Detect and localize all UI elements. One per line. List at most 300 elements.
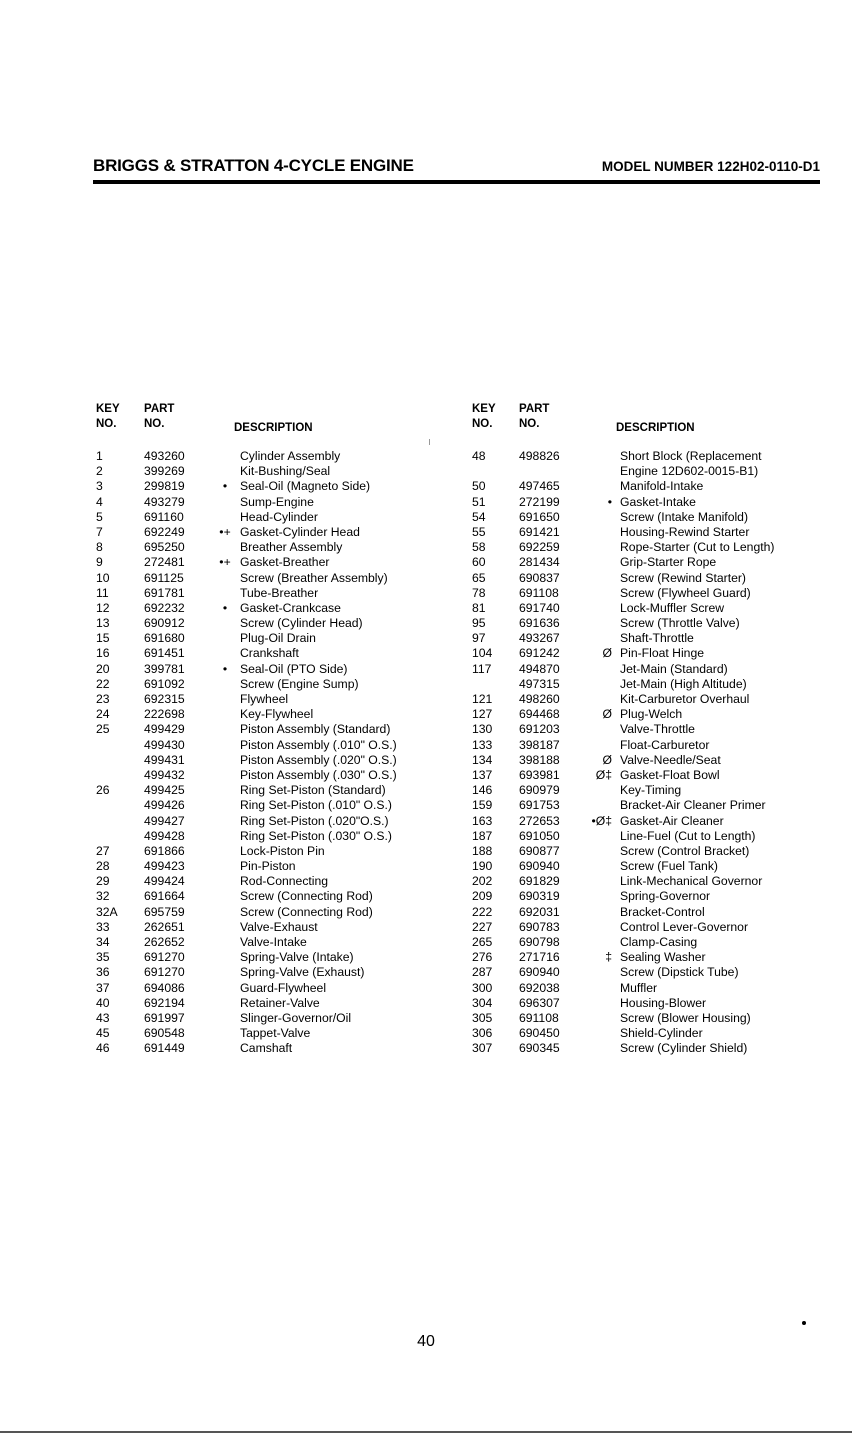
part-no: 690979 (519, 783, 560, 798)
footnote-mark: • (607, 494, 612, 509)
part-no: 299819 (144, 479, 185, 494)
table-row (470, 525, 845, 540)
key-no: 121 (472, 692, 493, 706)
part-no: 695250 (144, 540, 185, 555)
part-description: Link-Mechanical Governor (620, 874, 763, 889)
key-no: 127 (472, 707, 493, 722)
part-description: Screw (Rewind Starter) (620, 570, 746, 585)
footnote-mark: • (222, 661, 228, 676)
footnote-mark: Ø (602, 752, 612, 767)
table-row (96, 996, 456, 1011)
footnote-mark: •+ (219, 555, 231, 570)
part-no: 690548 (144, 1026, 185, 1041)
header-rule (93, 180, 820, 184)
key-no: 4 (96, 494, 103, 509)
key-no: 276 (472, 950, 493, 965)
part-description: Screw (Throttle Valve) (620, 616, 740, 631)
part-no: 691449 (144, 1041, 185, 1056)
part-description: Ring Set-Piston (.020"O.S.) (240, 813, 389, 828)
part-description: Guard-Flywheel (240, 980, 327, 995)
page-number: 40 (417, 1333, 435, 1350)
table-row (96, 935, 456, 950)
part-no: 272199 (519, 494, 560, 509)
part-description: Key-Timing (620, 783, 682, 798)
part-description: Flywheel (240, 692, 289, 706)
table-row (96, 1011, 456, 1026)
table-row (470, 829, 845, 844)
part-description: Gasket-Crankcase (240, 600, 341, 615)
part-no: 691203 (519, 722, 560, 737)
table-row (470, 601, 845, 616)
table-row (96, 601, 456, 616)
table-row (470, 768, 845, 783)
key-no: 48 (472, 449, 486, 463)
part-description: Screw (Dipstick Tube) (620, 965, 739, 980)
part-description: Screw (Connecting Rod) (240, 889, 373, 904)
table-row (96, 464, 456, 479)
table-row (96, 889, 456, 904)
part-description: Rope-Starter (Cut to Length) (620, 540, 775, 555)
key-no: 304 (472, 995, 493, 1010)
part-description: Grip-Starter Rope (620, 555, 717, 570)
part-no: 690940 (519, 965, 560, 980)
key-no: 12 (96, 600, 110, 615)
part-description: Screw (Intake Manifold) (620, 509, 749, 524)
key-no: 97 (472, 631, 486, 646)
table-row (470, 1026, 845, 1041)
part-no: 691781 (144, 585, 185, 600)
table-row (96, 814, 456, 829)
part-no: 493267 (519, 631, 560, 646)
part-no: 691125 (144, 570, 184, 585)
part-no: 497465 (519, 479, 560, 494)
part-description: Screw (Fuel Tank) (620, 859, 718, 874)
part-no: 499426 (144, 798, 185, 813)
key-no: 287 (472, 965, 493, 980)
part-description: Breather Assembly (240, 540, 343, 555)
part-no: 695759 (144, 904, 185, 919)
key-no: 45 (96, 1026, 110, 1041)
part-no: 498260 (519, 692, 560, 706)
key-no: 5 (96, 509, 103, 524)
table-row (470, 1041, 845, 1056)
key-no: 32 (96, 889, 110, 904)
footnote-mark: ‡ (605, 950, 612, 965)
parts-list-left (96, 449, 456, 1057)
key-no: 29 (96, 874, 110, 889)
part-description: Camshaft (240, 1041, 293, 1056)
table-row (470, 692, 845, 707)
part-description: Spring-Valve (Intake) (240, 950, 354, 965)
part-description: Retainer-Valve (240, 995, 320, 1010)
key-no: 307 (472, 1041, 493, 1056)
key-no: 65 (472, 570, 486, 585)
part-no: 499430 (144, 737, 185, 752)
table-row (96, 874, 456, 889)
part-description: Tube-Breather (240, 585, 319, 600)
key-no: 306 (472, 1026, 493, 1041)
table-row (470, 783, 845, 798)
part-no: 692194 (144, 995, 185, 1010)
part-description: Pin-Float Hinge (620, 646, 704, 661)
table-row (470, 935, 845, 950)
part-no: 692031 (519, 904, 560, 919)
part-description: Key-Flywheel (240, 707, 314, 722)
part-no: 691270 (144, 950, 185, 965)
table-row (470, 844, 845, 859)
footnote-mark: •Ø‡ (591, 813, 612, 828)
table-row (96, 965, 456, 980)
key-no: 133 (472, 737, 493, 752)
key-no: 9 (96, 555, 103, 570)
key-no: 104 (472, 646, 493, 661)
table-row (470, 905, 845, 920)
part-no: 690837 (519, 570, 560, 585)
table-row (96, 692, 456, 707)
part-no: 691664 (144, 889, 185, 904)
part-no: 262651 (144, 919, 185, 934)
part-description: Gasket-Cylinder Head (240, 524, 360, 539)
part-no: 499424 (144, 874, 185, 889)
parts-table-right (470, 402, 845, 1056)
key-no: 78 (472, 585, 486, 600)
part-description: Screw (Connecting Rod) (240, 904, 373, 919)
part-no: 691160 (144, 509, 184, 524)
part-description: Slinger-Governor/Oil (240, 1010, 352, 1025)
table-row (470, 631, 845, 646)
table-row (470, 646, 845, 661)
key-header-line2: NO. (472, 418, 493, 430)
part-no: 691753 (519, 798, 560, 813)
key-header-line1: KEY (472, 403, 496, 415)
part-description: Plug-Welch (620, 707, 683, 722)
key-no: 51 (472, 494, 486, 509)
part-description: Valve-Exhaust (240, 919, 318, 934)
table-row (470, 616, 845, 631)
part-no: 691451 (144, 646, 185, 661)
part-header-line1: PART (519, 403, 550, 415)
part-description: Short Block (Replacement (620, 449, 762, 463)
part-description: Valve-Needle/Seat (620, 752, 721, 767)
part-no: 272481 (144, 555, 185, 570)
table-row (96, 495, 456, 510)
part-no: 691997 (144, 1010, 185, 1025)
table-row (470, 707, 845, 722)
parts-table-left (96, 402, 456, 1056)
part-description: Control Lever-Governor (620, 919, 749, 934)
part-no: 694468 (519, 707, 560, 722)
part-no: 690345 (519, 1041, 560, 1056)
part-no: 692038 (519, 980, 560, 995)
key-no: 227 (472, 919, 493, 934)
key-no: 163 (472, 813, 493, 828)
part-description: Housing-Rewind Starter (620, 524, 750, 539)
table-row (96, 449, 456, 464)
part-no: 499423 (144, 859, 185, 874)
key-no: 81 (472, 600, 486, 615)
table-row (96, 540, 456, 555)
part-no: 498826 (519, 449, 560, 463)
part-description: Plug-Oil Drain (240, 631, 316, 646)
key-no: 37 (96, 980, 110, 995)
table-row (96, 905, 456, 920)
part-description: Jet-Main (High Altitude) (620, 676, 747, 691)
part-no: 693981 (519, 767, 560, 782)
part-no: 691242 (519, 646, 560, 661)
key-no: 265 (472, 935, 493, 949)
key-header-line2: NO. (96, 418, 117, 430)
key-no: 28 (96, 859, 110, 874)
footnote-mark: Ø (602, 646, 612, 661)
part-no: 497315 (519, 676, 560, 691)
part-no: 690450 (519, 1026, 560, 1041)
table-row (470, 722, 845, 737)
key-header-line1: KEY (96, 403, 120, 415)
part-no: 499429 (144, 722, 185, 737)
part-description: Sump-Engine (240, 494, 314, 509)
part-no: 691866 (144, 843, 185, 858)
table-row (96, 662, 456, 677)
table-row (470, 449, 845, 464)
key-no: 95 (472, 616, 486, 631)
part-no: 494870 (519, 661, 560, 676)
part-description: Screw (Breather Assembly) (240, 570, 388, 585)
part-description: Spring-Governor (620, 889, 711, 904)
footnote-mark: • (222, 600, 228, 615)
table-row (96, 829, 456, 844)
part-description: Line-Fuel (Cut to Length) (620, 828, 756, 843)
table-row (470, 814, 845, 829)
key-no: 27 (96, 843, 110, 858)
table-row (470, 950, 845, 965)
description-header: DESCRIPTION (616, 422, 695, 434)
table-row (96, 981, 456, 996)
part-no: 690940 (519, 859, 560, 874)
table-row (470, 753, 845, 768)
table-row (470, 555, 845, 570)
part-description: Gasket-Float Bowl (620, 767, 720, 782)
table-row (96, 1026, 456, 1041)
part-no: 690877 (519, 843, 560, 858)
part-description: Clamp-Casing (620, 935, 698, 949)
part-description: Screw (Cylinder Head) (240, 616, 363, 631)
part-description: Piston Assembly (.030" O.S.) (240, 767, 397, 782)
key-no: 137 (472, 767, 493, 782)
table-row (96, 555, 456, 570)
footnote-mark: •+ (219, 524, 231, 539)
table-row (96, 616, 456, 631)
part-no: 271716 (519, 950, 560, 965)
part-no: 222698 (144, 707, 185, 722)
part-no: 499428 (144, 828, 185, 843)
key-no: 8 (96, 540, 103, 555)
part-description: Tappet-Valve (240, 1026, 311, 1041)
table-row (470, 540, 845, 555)
key-no: 55 (472, 524, 486, 539)
key-no: 300 (472, 980, 493, 995)
table-row (470, 996, 845, 1011)
part-description: Seal-Oil (PTO Side) (240, 661, 348, 676)
part-no: 696307 (519, 995, 560, 1010)
part-no: 690783 (519, 919, 560, 934)
key-no: 130 (472, 722, 493, 737)
part-no: 694086 (144, 980, 185, 995)
part-no: 499427 (144, 813, 185, 828)
part-description: Valve-Intake (240, 935, 307, 949)
part-no: 690798 (519, 935, 560, 949)
key-no: 146 (472, 783, 493, 798)
part-no: 691650 (519, 509, 560, 524)
key-no: 36 (96, 965, 110, 980)
part-description: Gasket-Air Cleaner (620, 813, 724, 828)
part-description: Screw (Blower Housing) (620, 1010, 751, 1025)
part-header-line1: PART (144, 403, 175, 415)
key-no: 134 (472, 752, 493, 767)
stray-mark (802, 1321, 806, 1325)
key-no: 24 (96, 707, 110, 722)
table-row (470, 874, 845, 889)
part-no: 399781 (144, 661, 185, 676)
page-title: BRIGGS & STRATTON 4-CYCLE ENGINE (93, 156, 414, 175)
table-row (96, 738, 456, 753)
key-no: 13 (96, 616, 110, 631)
part-no: 692259 (519, 540, 560, 555)
table-row (470, 738, 845, 753)
key-no: 190 (472, 859, 493, 874)
key-no: 40 (96, 995, 110, 1010)
key-no: 43 (96, 1010, 110, 1025)
part-description: Screw (Control Bracket) (620, 843, 750, 858)
part-description: Piston Assembly (.010" O.S.) (240, 737, 397, 752)
key-no: 25 (96, 722, 110, 737)
part-no: 398187 (519, 737, 560, 752)
key-no: 159 (472, 798, 493, 813)
table-row (470, 981, 845, 996)
description-header: DESCRIPTION (234, 422, 313, 434)
table-row (470, 1011, 845, 1026)
part-description: Muffler (620, 980, 658, 995)
table-row (96, 783, 456, 798)
part-no: 691108 (519, 1010, 559, 1025)
part-description: Lock-Piston Pin (240, 843, 325, 858)
key-no: 60 (472, 555, 486, 570)
key-no: 1 (96, 449, 103, 463)
parts-list-right (470, 449, 845, 1057)
key-no: 33 (96, 919, 110, 934)
model-number: MODEL NUMBER 122H02-0110-D1 (601, 159, 820, 174)
part-header-line2: NO. (519, 418, 540, 430)
part-no: 262652 (144, 935, 185, 949)
key-no: 50 (472, 479, 486, 494)
key-no: 16 (96, 646, 110, 661)
part-no: 399269 (144, 464, 185, 479)
part-description: Lock-Muffler Screw (620, 600, 725, 615)
table-row (470, 586, 845, 601)
key-no: 26 (96, 783, 110, 798)
part-description: Seal-Oil (Magneto Side) (240, 479, 371, 494)
table-row (470, 889, 845, 904)
footnote-mark: Ø (602, 707, 612, 722)
key-no: 209 (472, 889, 493, 904)
part-no: 691636 (519, 616, 560, 631)
table-row (470, 510, 845, 525)
part-description: Ring Set-Piston (Standard) (240, 783, 386, 798)
part-no: 493279 (144, 494, 185, 509)
table-row (96, 479, 456, 494)
part-no: 691829 (519, 874, 560, 889)
key-no: 3 (96, 479, 103, 494)
part-description: Bracket-Control (620, 904, 705, 919)
table-row (470, 677, 845, 692)
key-no: 22 (96, 676, 110, 691)
part-description: Gasket-Breather (240, 555, 330, 570)
part-description: Engine 12D602-0015-B1) (620, 464, 759, 479)
part-no: 690912 (144, 616, 185, 631)
table-row (96, 1041, 456, 1056)
table-row (470, 798, 845, 813)
part-no: 692249 (144, 524, 185, 539)
part-no: 691740 (519, 600, 560, 615)
part-no: 692232 (144, 600, 185, 615)
key-no: 11 (96, 585, 109, 600)
key-no: 305 (472, 1010, 493, 1025)
key-no: 10 (96, 570, 110, 585)
part-description: Float-Carburetor (620, 737, 710, 752)
table-row (96, 920, 456, 935)
part-no: 493260 (144, 449, 185, 463)
key-no: 2 (96, 464, 103, 479)
part-description: Rod-Connecting (240, 874, 329, 889)
part-no: 691421 (519, 524, 560, 539)
table-row (470, 662, 845, 677)
part-description: Ring Set-Piston (.030" O.S.) (240, 828, 392, 843)
key-no: 20 (96, 661, 110, 676)
part-description: Jet-Main (Standard) (620, 661, 728, 676)
part-description: Gasket-Intake (620, 494, 696, 509)
table-row (96, 586, 456, 601)
part-description: Valve-Throttle (620, 722, 695, 737)
part-description: Head-Cylinder (240, 509, 318, 524)
part-description: Shaft-Throttle (620, 631, 694, 646)
key-no: 222 (472, 904, 493, 919)
part-no: 499425 (144, 783, 185, 798)
key-no: 35 (96, 950, 110, 965)
part-description: Cylinder Assembly (240, 449, 341, 463)
part-description: Shield-Cylinder (620, 1026, 703, 1041)
table-row (96, 525, 456, 540)
key-no: 117 (472, 661, 492, 676)
part-no: 690319 (519, 889, 560, 904)
table-row (96, 844, 456, 859)
part-description: Piston Assembly (.020" O.S.) (240, 752, 397, 767)
part-no: 691680 (144, 631, 185, 646)
part-description: Crankshaft (240, 646, 299, 661)
part-no: 499432 (144, 767, 185, 782)
table-row (96, 798, 456, 813)
footnote-mark: • (222, 479, 228, 494)
part-description: Spring-Valve (Exhaust) (240, 965, 365, 980)
key-no: 32A (96, 904, 118, 919)
table-row (96, 768, 456, 783)
key-no: 7 (96, 524, 103, 539)
part-no: 691050 (519, 828, 560, 843)
table-row (96, 707, 456, 722)
part-description: Kit-Carburetor Overhaul (620, 692, 750, 706)
table-row (96, 753, 456, 768)
table-row (470, 495, 845, 510)
column-headers-left (96, 402, 456, 436)
key-no: 58 (472, 540, 486, 555)
